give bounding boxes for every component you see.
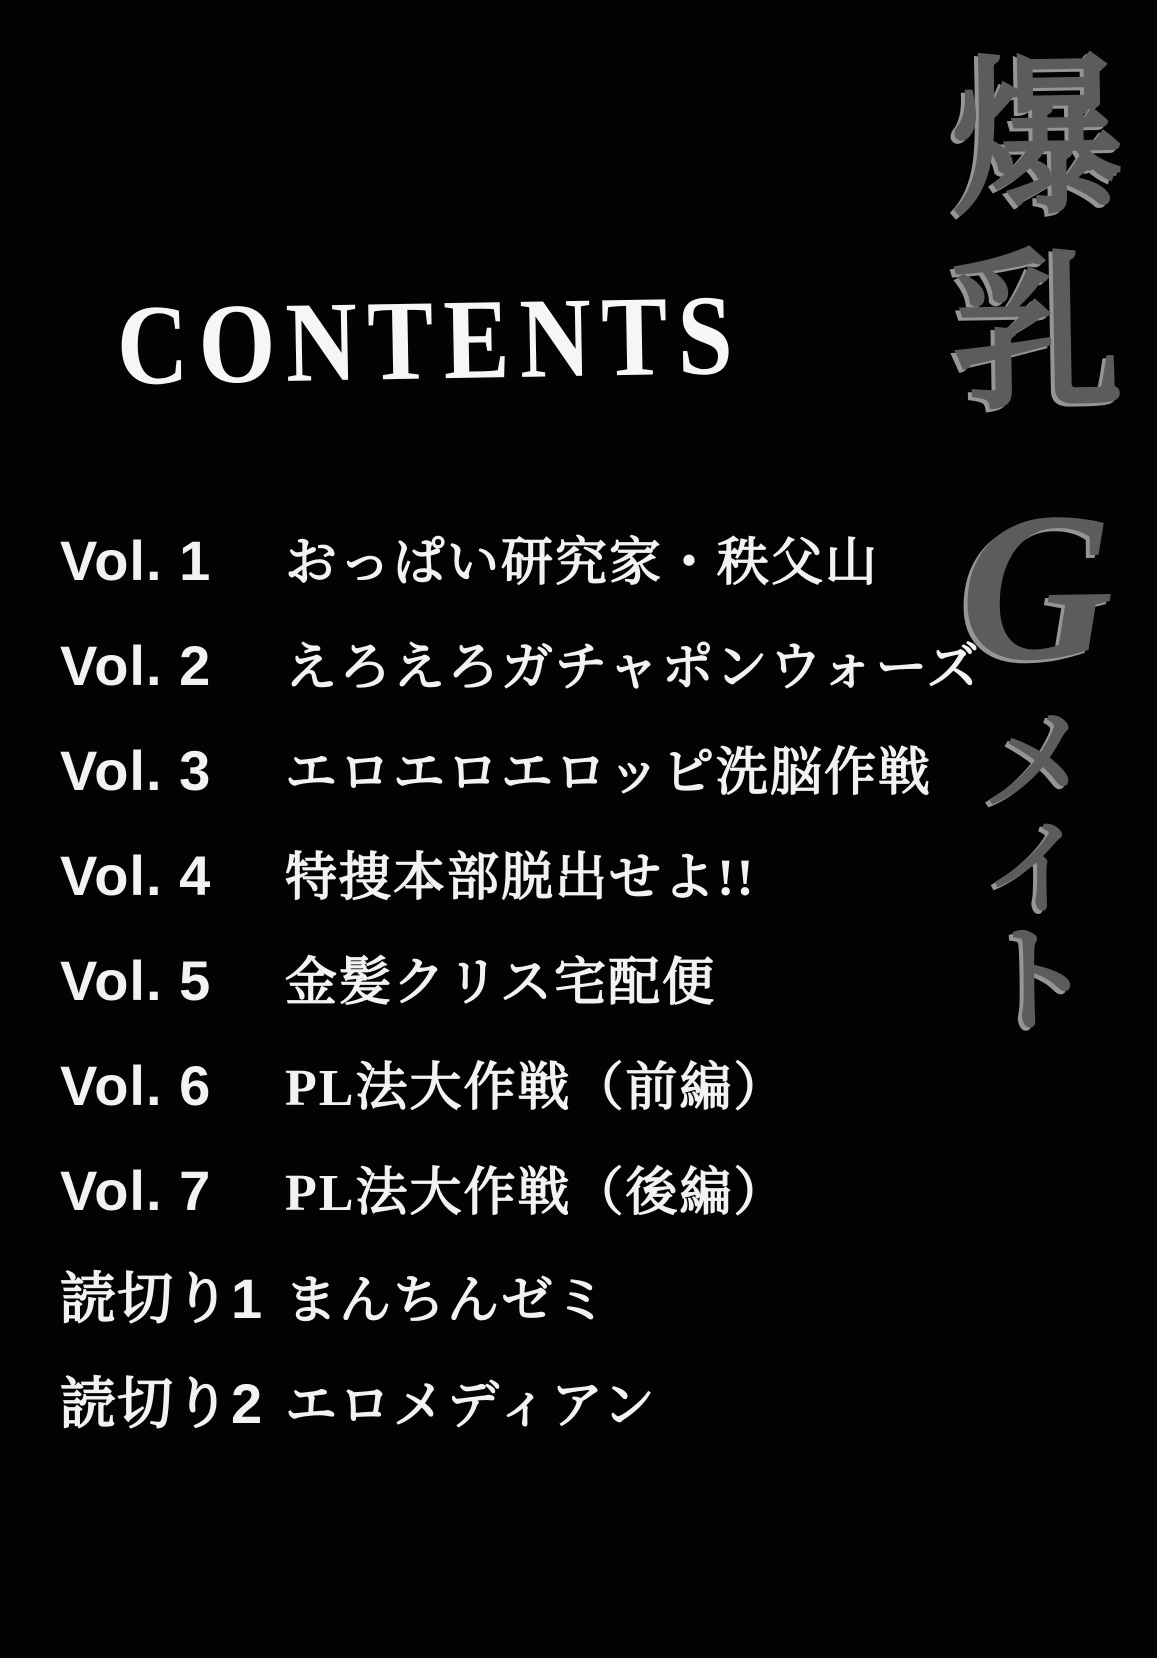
toc-entry-title: PL法大作戦（後編）	[285, 1165, 788, 1222]
series-title-vertical	[948, 44, 1125, 1049]
toc-entry	[60, 730, 932, 835]
toc-entry-label: Vol. 3	[60, 739, 212, 802]
toc-entry-label: Vol. 1	[60, 529, 212, 592]
toc-entry	[60, 835, 880, 940]
toc-entry	[60, 1360, 880, 1465]
toc-entry-label: Vol. 2	[60, 634, 212, 697]
toc-entry-label: 読切り2	[60, 1372, 264, 1435]
series-title-char: ト	[976, 914, 1097, 1049]
toc-entry	[60, 1045, 880, 1150]
toc-list	[60, 520, 981, 1465]
toc-entry-label: 読切り1	[60, 1267, 264, 1330]
toc-entry-label: Vol. 6	[60, 1054, 212, 1117]
toc-entry-title: えろえろガチャポンウォーズ	[285, 640, 981, 697]
series-title-char: イ	[983, 812, 1090, 929]
toc-entry	[60, 625, 981, 730]
toc-entry	[60, 940, 880, 1045]
toc-entry-label: Vol. 5	[60, 949, 212, 1012]
toc-entry-label: Vol. 4	[60, 844, 212, 907]
toc-entry	[60, 1255, 880, 1360]
toc-entry-title: エロメディアン	[285, 1378, 657, 1435]
toc-entry-title: おっぱい研究家・秩父山	[285, 535, 880, 592]
series-title-char: G	[957, 467, 1116, 706]
toc-entry-title: エロエロエロッピ洗脳作戦	[285, 745, 932, 802]
series-title-char: メ	[979, 700, 1094, 826]
series-title-char: 爆	[948, 44, 1125, 238]
toc-entry-title: 金髪クリス宅配便	[285, 955, 716, 1012]
toc-entry	[60, 1150, 880, 1255]
toc-entry	[60, 520, 880, 625]
toc-entry-title: 特捜本部脱出せよ!!	[285, 850, 756, 907]
page-title: CONTENTS	[115, 271, 744, 409]
toc-entry-title: まんちんゼミ	[285, 1273, 610, 1330]
series-title-char: 乳	[948, 238, 1125, 432]
toc-entry-label: Vol. 7	[60, 1159, 212, 1222]
toc-entry-title: PL法大作戦（前編）	[285, 1060, 788, 1117]
